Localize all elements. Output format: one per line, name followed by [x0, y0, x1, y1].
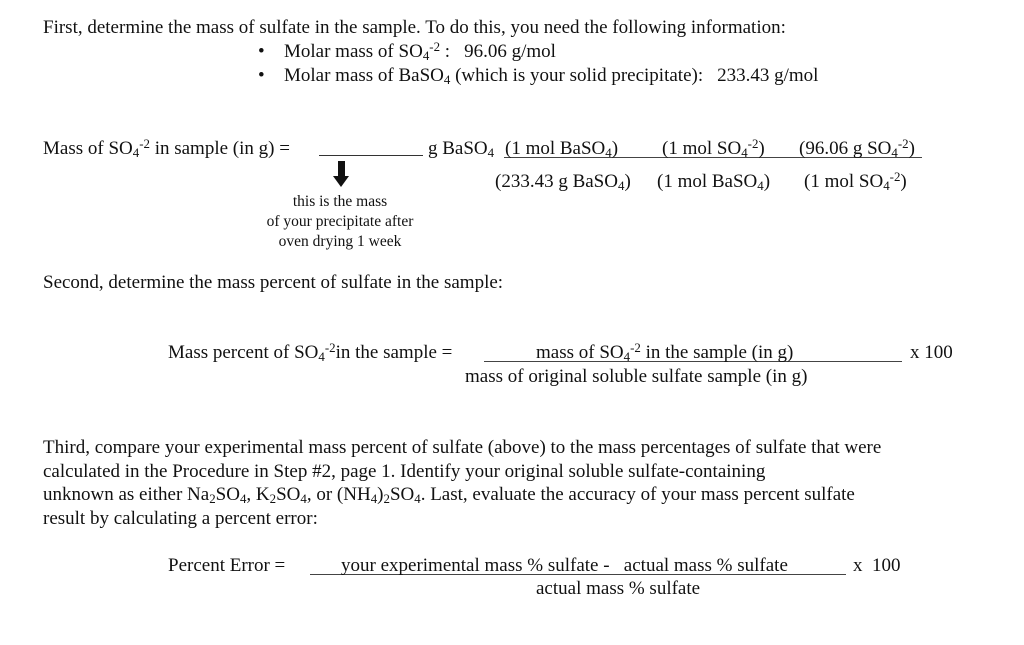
denominator-mol-baso4: (1 mol BaSO$_4$) [657, 171, 771, 193]
down-arrow-icon [338, 161, 345, 177]
percent-error-numerator: your experimental mass % sulfate - actual mass % sulfate [341, 555, 788, 576]
mass-percent-numerator: mass of $SO_4^{-2}$ in the sample (in g) [536, 340, 794, 364]
bullet-icon: • [258, 41, 265, 62]
bullet-molar-mass-sulfate: • Molar mass of $SO_4^{-2}$ : 96.06 g/mol [258, 39, 556, 63]
denominator-g-baso4: (233.43 g BaSO$_4$) [495, 171, 631, 193]
precipitate-mass-blank[interactable] [319, 139, 423, 158]
bullet-icon: • [258, 65, 265, 86]
blank-unit-label: g BaSO$_4$ [428, 138, 495, 160]
mass-percent-multiplier: x 100 [910, 342, 953, 363]
molar-mass-sulfate-value: 96.06 g/mol [464, 41, 556, 62]
denominator-mol-so4: (1 mol $SO_4^{-2}$) [804, 169, 907, 193]
percent-error-multiplier: x 100 [853, 555, 901, 576]
mass-percent-equation-lhs: Mass percent of $SO_4^{-2}in$ the sample = [168, 340, 453, 364]
numerator-mol-baso4: (1 mol BaSO$_4$) [505, 138, 619, 160]
step2-intro: Second, determine the mass percent of sulfate in the sample: [43, 272, 504, 293]
step3-paragraph: Third, compare your experimental mass percent of sulfate (above) to the mass percentages of sulfate that were calculated in the Procedure in Step #2, page 1. Identify your original soluble sulfate-containing unknown as either $Na_2SO_4$, $K_2SO_4$, or $(NH_4)_2SO_4$. Last, evaluate the accuracy of your mass percent sulfate result by calculating a percent error: [43, 437, 882, 529]
mass-percent-denominator: mass of original soluble sulfate sample (in g) [465, 366, 808, 387]
molar-mass-baso4-value: 233.43 g/mol [717, 65, 819, 86]
down-arrow-head-icon [333, 176, 349, 187]
sulfate-mass-equation-lhs: Mass of $SO_4^{-2}$ in sample (in g) = [43, 136, 290, 160]
numerator-g-so4: (96.06 g $SO_4^{-2}$) [799, 136, 915, 160]
step1-intro: First, determine the mass of sulfate in the sample. To do this, you need the following information: [43, 17, 786, 38]
precipitate-note: this is the mass of your precipitate after oven drying 1 week [266, 193, 414, 250]
percent-error-lhs: Percent Error = [168, 555, 286, 576]
bullet-molar-mass-baso4: • Molar mass of BaSO$_4$ (which is your solid precipitate): 233.43 g/mol [258, 65, 819, 87]
percent-error-denominator: actual mass % sulfate [536, 578, 701, 599]
numerator-mol-so4: (1 mol $SO_4^{-2}$) [662, 136, 765, 160]
step3-line3: unknown as either $Na_2SO_4$, $K_2SO_4$, or $(NH_4)_2SO_4$. Last, evaluate the accuracy of your mass percent sulfate [43, 484, 855, 506]
